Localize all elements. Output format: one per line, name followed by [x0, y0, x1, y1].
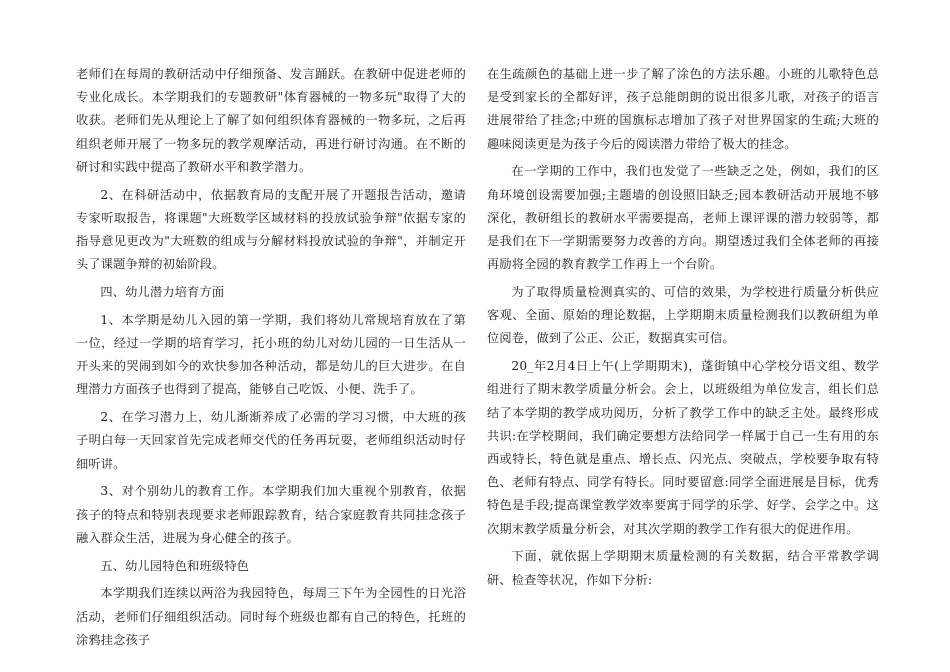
paragraph: 老师们在每周的教研活动中仔细预备、发言踊跃。在教研中促进老师的专业化成长。本学期我们的专题教研"体育器械的一物多玩"取得了大的收获。老师们先从理论上了解了如何组织体育器械的一物多玩，之后再组织老师开展了一物多玩的教学观摩活动，再进行研讨沟通。在不断的研讨和实践中提高了教研水平和教学潜力。 [76, 67, 466, 174]
paragraph: 20_年2月4日上午(上学期期末)，蓬街镇中心学校分语文组、数学组进行了期末教学质量分析会。会上，以班级组为单位发言，组长们总结了本学期的教学成功阅历，分析了教学工作中的缺乏主处。最终形成共识:在学校期间，我们确定要想方法给同学一样属于自己一生有用的东西或特长，特色就是重点、增长点、闪光点、突破点，学校要争取有特色、老师有特点、同学有特长。同时要留意:同学全面进展是目标，优秀特色是手段;提高课堂教学效率要寓于同学的乐学、好学、会学之中。这次期末教学质量分析会，对其次学期的教学工作有很大的促进作用。 [487, 359, 879, 536]
paragraph: 2、在科研活动中，依据教育局的支配开展了开题报告活动，邀请专家听取报告，将课题"大班数学区域材料的投放试验争辩"依据专家的指导意见更改为"大班数的组成与分解材料投放试验的争辩"，并制定开头了课题争辩的初始阶段。 [76, 187, 466, 272]
paragraph: 为了取得质量检测真实的、可信的效果，为学校进行质量分析供应客观、全面、原始的理论数据，上学期期末质量检测我们以教研组为单位阅卷，做到了公正、公正，数据真实可信。 [487, 285, 879, 346]
paragraph: 本学期我们连续以两浴为我园特色，每周三下午为全园性的日光浴活动，老师们仔细组织活动。同时每个班级也都有自己的特色，托班的涂鸦挂念孩子 [76, 586, 466, 647]
section-heading: 五、幼儿园特色和班级特色 [100, 558, 250, 573]
right-column [487, 63, 879, 596]
paragraph: 下面，就依据上学期期末质量检测的有关数据，结合平常教学调研、检查等状况，作如下分析: [487, 549, 879, 587]
paragraph: 3、对个别幼儿的教育工作。本学期我们加大重视个别教育，依据孩子的特点和特别表现要求老师跟踪教育，结合家庭教育共同挂念孩子融入群众生活，进展为身心健全的孩子。 [76, 484, 466, 545]
section-heading: 四、幼儿潜力培育方面 [100, 285, 225, 300]
left-column [76, 63, 466, 657]
paragraph: 1、本学期是幼儿入园的第一学期，我们将幼儿常规培育放在了第一位，经过一学期的培育学习，托小班的幼儿对幼儿园的一日生活从一开头来的哭闹到如今的欢快参加各种活动，都是幼儿的巨大进步。在自理潜力方面孩子也得到了提高，能够自己吃饭、小便、洗手了。 [76, 312, 466, 397]
paragraph: 在生疏颜色的基础上进一步了解了涂色的方法乐趣。小班的儿歌特色总是受到家长的全都好评，孩子总能朗朗的说出很多儿歌，对孩子的语言进展带给了挂念;中班的国旗标志增加了孩子对世界国家的生疏;大班的趣味阅读更是为孩子今后的阅读潜力带给了极大的挂念。 [487, 67, 879, 151]
paragraph: 在一学期的工作中，我们也发觉了一些缺乏之处，例如，我们的区角环境创设需要加强;主题墙的创设照旧缺乏;园本教研活动开展地不够深化，教研组长的教研水平需要提高，老师上课评课的潜力较弱等，都是我们在下一学期需要努力改善的方向。期望透过我们全体老师的再接再励将全园的教育教学工作再上一个台阶。 [487, 164, 879, 272]
paragraph: 2、在学习潜力上，幼儿渐渐养成了必需的学习习惯，中大班的孩子明白每一天回家首先完成老师交代的任务再玩耍，老师组织活动时仔细听讲。 [76, 410, 466, 471]
